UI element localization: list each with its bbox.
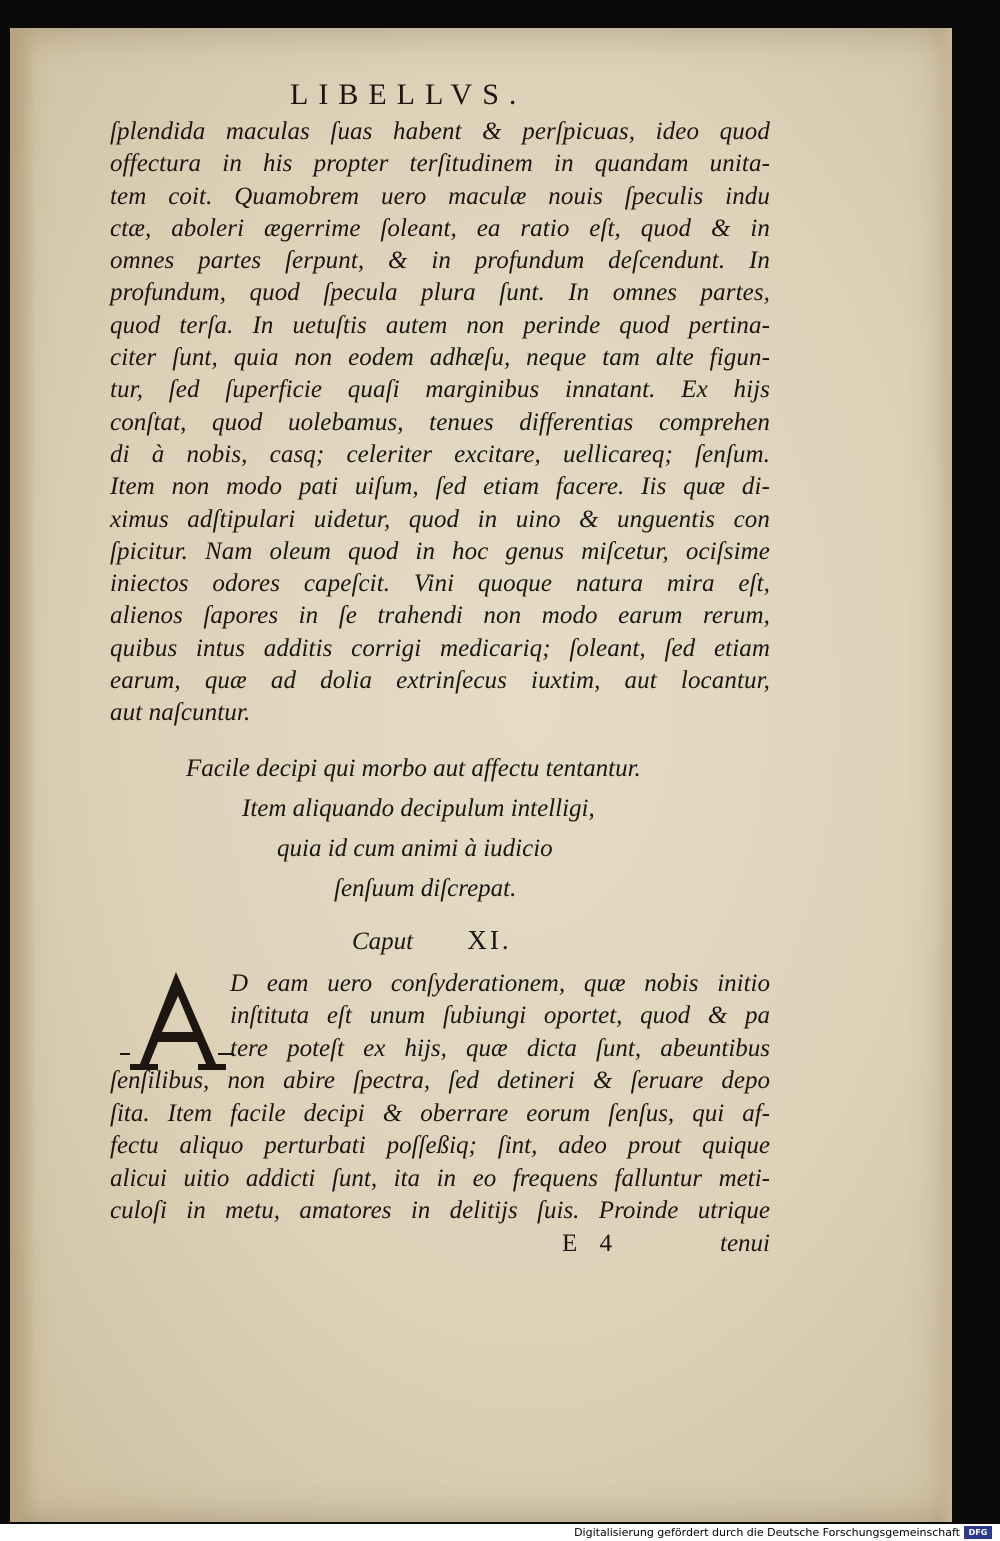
- chapter-label: [352, 916, 770, 964]
- text-line: ctæ, aboleri ægerrime ſoleant, ea ratio eſt, quod & in: [110, 214, 770, 242]
- heading-line: ſenſuum diſcrepat.: [334, 874, 517, 902]
- text-line: quod terſa. In uetuſtis autem non perinde quod pertina-: [110, 311, 770, 339]
- chapter-summary-heading: [110, 750, 770, 910]
- text-line: omnes partes ſerpunt, & in profundum deſcendunt. In: [110, 247, 770, 275]
- dfg-logo: DFG: [964, 1526, 992, 1539]
- heading-line: quia id cum animi à iudicio: [277, 834, 553, 862]
- chapter-paragraph: [110, 968, 770, 1260]
- text-line: alicui uitio addicti ſunt, ita in eo frequens falluntur meti-: [110, 1164, 770, 1192]
- book-page: [10, 28, 952, 1522]
- page-edge-shadow: [938, 28, 952, 1522]
- text-line: tere poteſt ex hijs, quæ dicta ſunt, abeuntibus: [230, 1034, 770, 1062]
- text-line: D eam uero conſyderationem, quæ nobis initio: [230, 969, 770, 997]
- text-line: profundum, quod ſpecula plura ſunt. In omnes partes,: [110, 279, 770, 307]
- footer-bar: [0, 1524, 1000, 1541]
- text-line: conſtat, quod uolebamus, tenues differentias comprehen: [110, 408, 770, 436]
- text-line: tem coit. Quamobrem uero maculæ nouis ſpeculis indu: [110, 182, 770, 210]
- text-line: earum, quæ ad dolia extrinſecus iuxtim, aut locantur,: [110, 667, 770, 695]
- text-line: quibus intus additis corrigi medicariq; ſoleant, ſed etiam: [110, 634, 770, 662]
- text-line: ſenſilibus, non abire ſpectra, ſed detineri & ſeruare depo: [110, 1067, 770, 1095]
- text-line: Item non modo pati uiſum, ſed etiam facere. Iis quæ di-: [110, 473, 770, 501]
- running-head: LIBELLVS.: [290, 78, 527, 111]
- text-line: ximus adſtipulari uidetur, quod in uino & unguentis con: [110, 505, 770, 533]
- heading-line: Facile decipi qui morbo aut affectu tentantur.: [186, 754, 641, 782]
- signature-mark: E 4: [562, 1229, 621, 1257]
- funding-credit: Digitalisierung gefördert durch die Deutsche Forschungsgemeinschaft: [574, 1526, 960, 1539]
- text-line: iniectos odores capeſcit. Vini quoque natura mira eſt,: [110, 570, 770, 598]
- signature-line: [110, 1228, 770, 1260]
- chapter-word: Caput: [352, 927, 414, 955]
- text-line: ſpicitur. Nam oleum quod in hoc genus miſcetur, ociſsime: [110, 537, 770, 565]
- chapter-number: XI.: [467, 924, 512, 955]
- heading-line: Item aliquando decipulum intelligi,: [242, 794, 595, 822]
- text-line: ſita. Item facile decipi & oberrare eorum ſenſus, qui af-: [110, 1099, 770, 1127]
- text-line: fectu aliquo perturbati poſſeßiq; ſint, adeo prout quique: [110, 1132, 770, 1160]
- text-line: ſplendida maculas ſuas habent & perſpicuas, ideo quod: [110, 118, 770, 145]
- body-paragraph: [110, 116, 770, 730]
- text-line: offectura in his propter terſitudinem in quandam unita-: [110, 150, 770, 178]
- text-line: di à nobis, casq; celeriter excitare, uellicareq; ſenſum.: [110, 440, 770, 468]
- catchword: tenui: [720, 1229, 770, 1257]
- text-line: citer ſunt, quia non eodem adhæſu, neque tam alte figun-: [110, 344, 770, 372]
- page-gutter-shadow: [10, 28, 36, 1522]
- text-line: tur, ſed ſuperficie quaſi marginibus innatant. Ex hijs: [110, 376, 770, 404]
- text-line: culoſi in metu, amatores in delitijs ſuis. Proinde utrique: [110, 1197, 770, 1225]
- text-block: [110, 78, 770, 1260]
- drop-cap-initial: [118, 968, 236, 1076]
- text-line: aut naſcuntur.: [110, 699, 251, 727]
- text-line: alienos ſapores in ſe trahendi non modo earum rerum,: [110, 602, 770, 630]
- text-line: inſtituta eſt unum ſubiungi oportet, quod & pa: [230, 1002, 770, 1030]
